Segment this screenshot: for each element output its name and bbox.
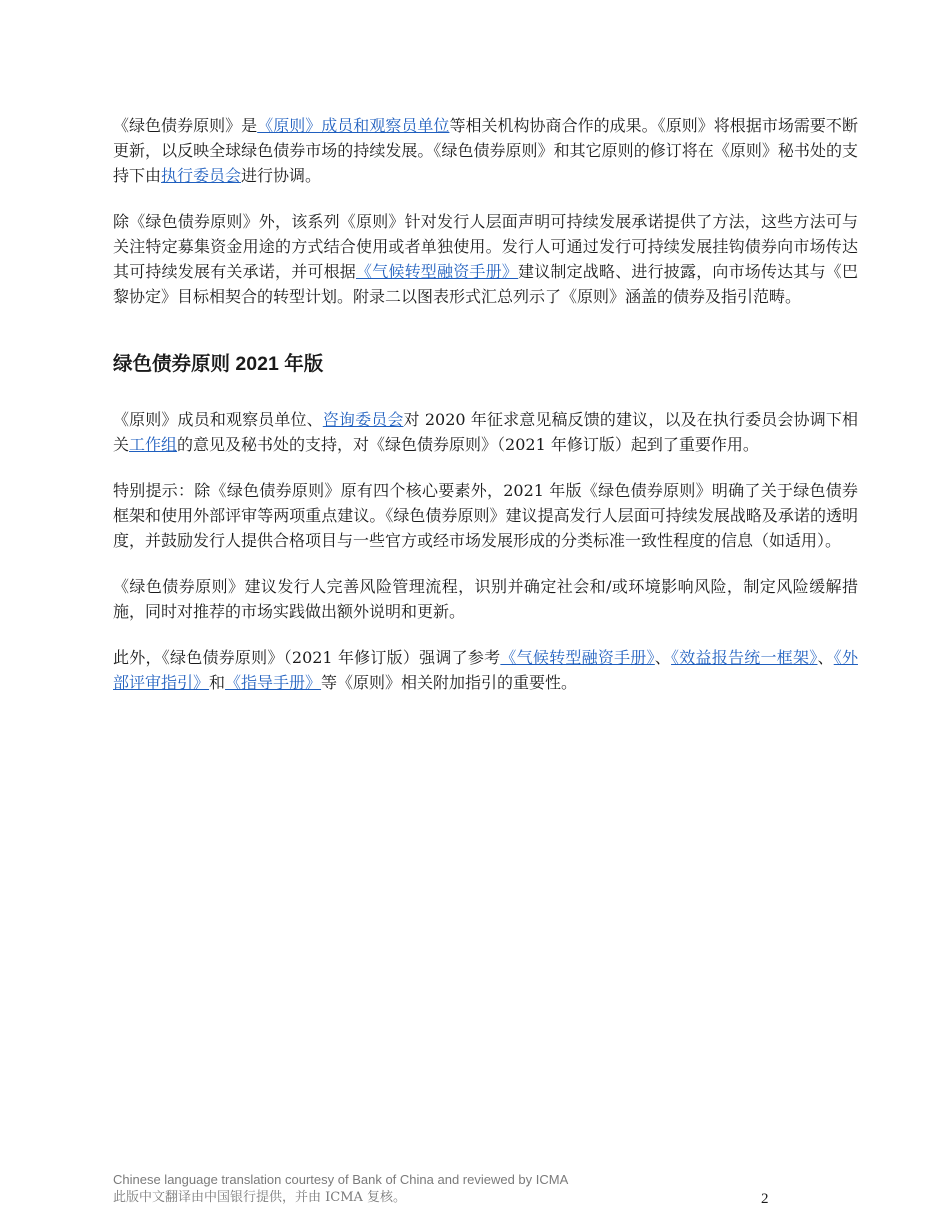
text-span: 对 2020 年征求意见稿反馈的建议，以及在执行委员会协调下相关 (113, 410, 858, 454)
section-heading-wrap (113, 349, 858, 379)
text-span: 、 (817, 648, 834, 667)
section-paragraph-2: 特别提示：除《绿色债券原则》原有四个核心要素外，2021 年版《绿色债券原则》明确了关于绿色债券框架和使用外部评审等两项重点建议。《绿色债券原则》建议提高发行人层面可持续发展战略及承诺的透明度，并鼓励发行人提供合格项目与一些官方或经市场发展形成的分类标准一致性程度的信息（如适用）。 (113, 481, 858, 550)
link-impact-reporting-framework[interactable]: 《效益报告统一框架》 (671, 648, 818, 667)
text-span: 的意见及秘书处的支持，对《绿色债券原则》（2021 年修订版）起到了重要作用。 (177, 435, 759, 454)
text-span: 《绿色债券原则》是 (113, 116, 258, 135)
link-external-review-guidelines[interactable]: 《外部评审指引》 (113, 648, 858, 692)
text-span: 建议制定战略、进行披露，向市场传达其与《巴黎协定》目标相契合的转型计划。附录二以图表形式汇总列示了《原则》涵盖的债券及指引范畴。 (113, 262, 858, 306)
intro-paragraph-1 (113, 113, 858, 188)
section-paragraph-4 (113, 645, 858, 695)
section-paragraph-1 (113, 407, 858, 457)
text-span: 、 (654, 648, 672, 667)
section-paragraph-3: 《绿色债券原则》建议发行人完善风险管理流程，识别并确定社会和/或环境影响风险，制定风险缓解措施，同时对推荐的市场实践做出额外说明和更新。 (113, 577, 858, 621)
text-span: 进行协调。 (241, 166, 322, 185)
page-content (113, 113, 858, 716)
footer-chinese: 此版中文翻译由中国银行提供，并由 ICMA 复核。 (113, 1190, 407, 1205)
text-span: 此外，《绿色债券原则》（2021 年修订版）强调了参考 (113, 648, 501, 667)
link-advisory-council[interactable]: 咨询委员会 (322, 410, 404, 429)
text-span: 除《绿色债券原则》外，该系列《原则》针对发行人层面声明可持续发展承诺提供了方法，这些方法可与关注特定募集资金用途的方式结合使用或者单独使用。发行人可通过发行可持续发展挂钩债券向市场传达其可持续发展有关承诺，并可根据 (113, 212, 858, 281)
text-span: 等《原则》相关附加指引的重要性。 (321, 673, 578, 692)
link-climate-transition-handbook[interactable]: 《气候转型融资手册》 (356, 262, 518, 281)
link-climate-transition-handbook-2[interactable]: 《气候转型融资手册》 (500, 648, 655, 667)
text-span: 等相关机构协商合作的成果。《原则》将根据市场需要不断更新，以反映全球绿色债券市场的持续发展。《绿色债券原则》和其它原则的修订将在《原则》秘书处的支持下由 (113, 116, 858, 185)
link-members-observers[interactable]: 《原则》成员和观察员单位 (257, 116, 450, 135)
footer-english: Chinese language translation courtesy of Bank of China and reviewed by ICMA (113, 1172, 569, 1187)
section-heading: 绿色债券原则 2021 年版 (113, 353, 324, 375)
link-executive-committee[interactable]: 执行委员会 (161, 166, 242, 185)
page-number: 2 (761, 1191, 769, 1207)
text-span: 《原则》成员和观察员单位、 (113, 410, 323, 429)
link-guidance-handbook[interactable]: 《指导手册》 (225, 673, 322, 692)
page-footer (113, 1171, 858, 1207)
text-span: 和 (209, 673, 226, 692)
link-working-groups[interactable]: 工作组 (129, 435, 178, 454)
intro-paragraph-2 (113, 209, 858, 309)
